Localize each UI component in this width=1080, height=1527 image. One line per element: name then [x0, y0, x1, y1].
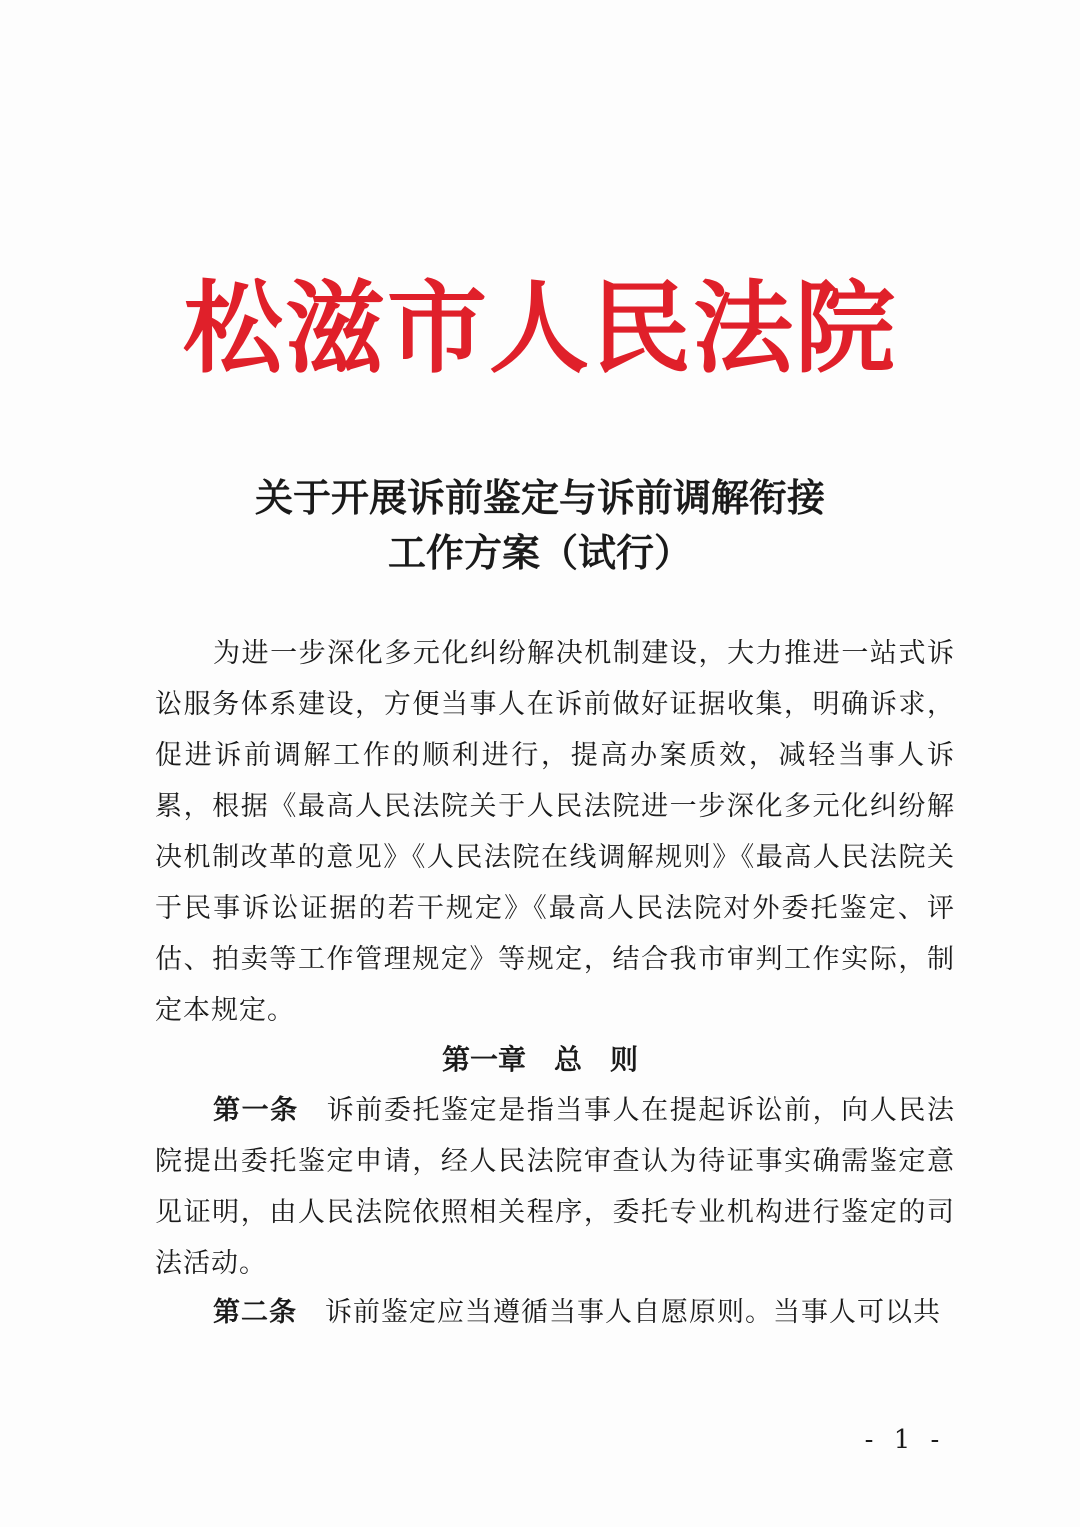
article-2	[155, 1287, 955, 1338]
article-1-text: 诉前委托鉴定是指当事人在提起诉讼前，向人民法院提出委托鉴定申请，经人民法院审查认为待证事实确需鉴定意见证明，由人民法院依照相关程序，委托专业机构进行鉴定的司法活动。	[155, 1095, 955, 1279]
title-line-1: 关于开展诉前鉴定与诉前调解衔接	[254, 475, 825, 520]
document-title	[0, 470, 1080, 580]
article-2-label: 第二条	[213, 1297, 297, 1328]
article-1	[155, 1085, 955, 1289]
intro-paragraph: 为进一步深化多元化纠纷解决机制建设，大力推进一站式诉讼服务体系建设，方便当事人在诉前做好证据收集，明确诉求，促进诉前调解工作的顺利进行，提高办案质效，减轻当事人诉累，根据《最高人民法院关于人民法院进一步深化多元化纠纷解决机制改革的意见》《人民法院在线调解规则》《最高人民法院关于民事诉讼证据的若干规定》《最高人民法院对外委托鉴定、评估、拍卖等工作管理规定》等规定，结合我市审判工作实际，制定本规定。	[155, 638, 955, 1026]
court-masthead: 松滋市人民法院	[183, 269, 897, 387]
article-1-label: 第一条	[213, 1095, 299, 1126]
article-2-text: 诉前鉴定应当遵循当事人自愿原则。当事人可以共	[325, 1297, 941, 1328]
page-number: - 1 -	[864, 1425, 946, 1455]
chapter-heading: 第一章 总 则	[441, 1043, 638, 1076]
title-line-2: 工作方案（试行）	[387, 530, 692, 575]
